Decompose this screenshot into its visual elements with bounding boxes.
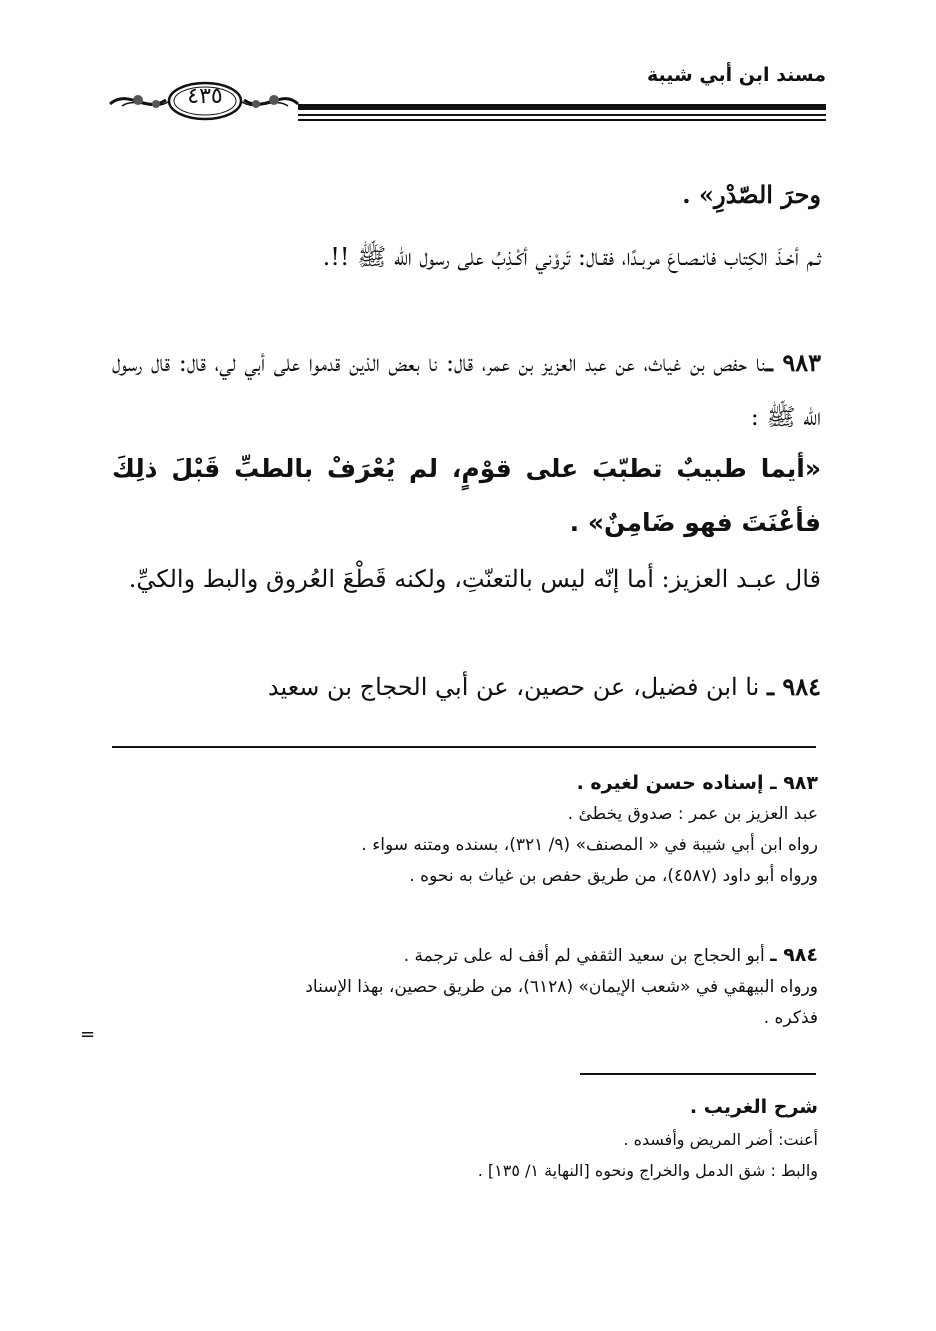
hadith-984-chain-text: نا ابن فضيل، عن حصين، عن أبي الحجاج بن سعيد	[267, 673, 760, 701]
page-number: ٤٣٥	[187, 84, 223, 109]
footnote-984-first-text: أبو الحجاج بن سعيد الثقفي لم أقف له على ترجمة .	[403, 946, 765, 966]
footnote-984-line: ورواه البيهقي في «شعب الإيمان» (٦١٢٨)، من طريق حصين، بهذا الإسناد	[305, 977, 818, 997]
margin-mark: =	[80, 1024, 96, 1045]
text-line-1	[112, 168, 821, 222]
hadith-matn	[112, 442, 821, 550]
hadith-number-983: ٩٨٣ ـ	[765, 348, 821, 377]
hadith-matn-text: «أيما طبيبٌ تطبّبَ على قوْمٍ، لم يُعْرَفْ بالطبِّ قَبْلَ ذلِكَ فأعْنَتَ فهو ضَامِنٌ» .	[112, 454, 821, 537]
footnote-984-line: فذكره .	[763, 1008, 818, 1028]
glossary-separator	[580, 1073, 816, 1075]
text-line-1-content: وحرَ الصّدْرِ» .	[682, 180, 821, 209]
glossary-item: أعنت: أضر المريض وأفسده .	[623, 1130, 818, 1149]
footnote-983-title: ٩٨٣ ـ إسناده حسن لغيره .	[576, 772, 818, 794]
hadith-984-chain	[112, 660, 821, 714]
footnote-984	[112, 940, 818, 1034]
glossary-title: شرح الغريب .	[689, 1096, 818, 1118]
hadith-984-text	[112, 660, 821, 714]
paragraph-5-text: قال عبـد العزيز: أما إنّه ليس بالتعنّتِ، ولكنه قَطْعَ العُروق والبط والكيِّ.	[128, 565, 821, 593]
paragraph-2	[112, 230, 821, 284]
footnote-983-line: رواه ابن أبي شيبة في « المصنف» (٩/ ٣٢١)، بسنده ومتنه سواء .	[361, 835, 818, 855]
hadith-983-text	[112, 336, 821, 444]
glossary-item: والبط : شق الدمل والخراج ونحوه [النهاية ١/ ١٣٥] .	[477, 1161, 818, 1180]
footnote-983	[112, 768, 818, 892]
footnote-separator	[112, 746, 816, 748]
paragraph-2-text: ثـم أخـذَ الكِتاب فانـصـاعَ مربـدًا، فقـال: تَروْني أكْـذِبُ على رسول الله ﷺ !!.	[322, 243, 821, 271]
header-double-rule	[298, 104, 826, 124]
footnote-984-number: ٩٨٤ ـ	[770, 944, 818, 966]
footnote-983-line: ورواه أبو داود (٤٥٨٧)، من طريق حفص بن غياث به نحوه .	[409, 866, 818, 886]
footnote-984-first-line	[112, 940, 818, 972]
footnote-983-line: عبد العزيز بن عمر : صدوق يخطئ .	[567, 804, 818, 824]
running-title: مسند ابن أبي شيبة	[646, 64, 826, 86]
hadith-983-chain	[112, 336, 821, 444]
hadith-number-984: ٩٨٤ ـ	[766, 672, 821, 701]
glossary	[112, 1090, 818, 1186]
hadith-983-chain-text: نا حفص بن غياث، عن عبد العزيز بن عمر، قال: نا بعض الذين قدموا على أبي لي، قال: قال رسول الله ﷺ :	[112, 349, 821, 431]
paragraph-5	[112, 552, 821, 606]
